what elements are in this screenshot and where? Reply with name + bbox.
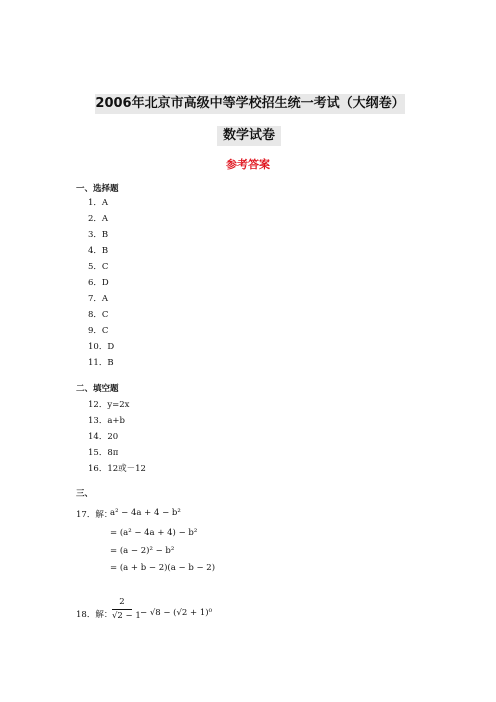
- q18-fraction: [112, 597, 142, 627]
- answer-item: 5．C: [88, 262, 109, 272]
- answer-item: 7．A: [88, 294, 109, 304]
- answer-item: 11．B: [88, 358, 114, 368]
- q17-expression: a² − 4a + 4 − b²: [110, 508, 181, 518]
- answer-key-heading: 参考答案: [226, 158, 270, 171]
- document-subtitle: 数学试卷: [217, 126, 281, 146]
- q17-step-1: = (a² − 4a + 4) − b²: [110, 528, 198, 538]
- q17-label: 17．解：: [76, 510, 113, 520]
- section-heading-fill: 二、填空题: [76, 384, 119, 394]
- answer-item: 15．8π: [88, 448, 119, 458]
- q17-step-2: = (a − 2)² − b²: [110, 546, 175, 556]
- q18-denominator: √2 − 1: [112, 611, 141, 621]
- q18-label: 18．解：: [76, 610, 113, 620]
- q18-rest: − √8 − (√2 + 1)⁰: [140, 608, 212, 618]
- answer-item: 6．D: [88, 278, 109, 288]
- q17-step-3: = (a + b − 2)(a − b − 2): [110, 563, 216, 573]
- answer-item: 16．12或－12: [88, 464, 146, 474]
- answer-item: 4．B: [88, 246, 109, 256]
- answer-item: 12．y=2x: [88, 400, 130, 410]
- document-title: 2006年北京市高级中等学校招生统一考试（大纲卷）: [95, 94, 405, 114]
- answer-item: 2．A: [88, 214, 109, 224]
- q18-numerator: 2: [119, 597, 125, 607]
- answer-item: 13．a+b: [88, 416, 125, 426]
- answer-item: 1．A: [88, 198, 109, 208]
- answer-item: 10．D: [88, 342, 115, 352]
- fraction-bar: [112, 609, 132, 610]
- answer-item: 9．C: [88, 326, 109, 336]
- section-heading-3: 三、: [76, 489, 94, 499]
- answer-item: 8．C: [88, 310, 109, 320]
- section-heading-choice: 一、选择题: [76, 184, 119, 194]
- answer-item: 14．20: [88, 432, 119, 442]
- answer-item: 3．B: [88, 230, 109, 240]
